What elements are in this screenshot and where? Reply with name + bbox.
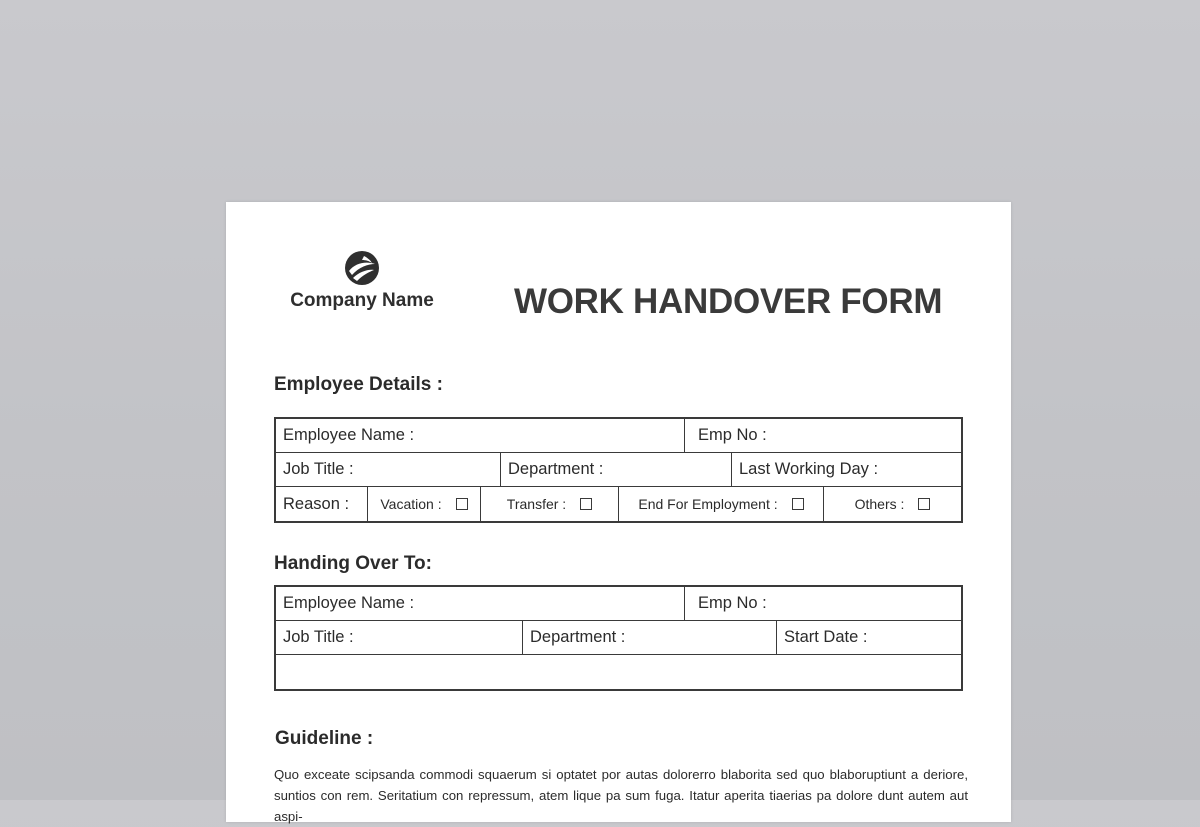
last-working-day-label: Last Working Day : [739, 460, 879, 478]
table-row [276, 587, 961, 621]
handover-employee-name-field[interactable] [276, 587, 685, 620]
employee-name-field[interactable] [276, 419, 685, 452]
table-row [276, 487, 961, 521]
start-date-field[interactable] [777, 621, 961, 654]
handover-department-field[interactable] [523, 621, 777, 654]
reason-option-end-for-employment[interactable] [619, 487, 824, 521]
handover-emp-no-field[interactable] [685, 587, 961, 620]
department-label: Department : [508, 460, 604, 478]
reason-label: Reason : [283, 494, 350, 513]
reason-cell [276, 487, 368, 521]
department-field[interactable] [501, 453, 732, 486]
reason-option-vacation[interactable] [368, 487, 481, 521]
form-title: WORK HANDOVER FORM [514, 282, 943, 321]
end-for-employment-checkbox[interactable] [792, 498, 804, 510]
handover-emp-no-label: Emp No : [698, 594, 767, 612]
transfer-label: Transfer : [506, 496, 567, 512]
employee-details-heading: Employee Details : [274, 374, 443, 395]
others-label: Others : [854, 496, 905, 512]
handing-over-heading: Handing Over To: [274, 553, 432, 574]
handover-job-title-field[interactable] [276, 621, 523, 654]
handover-department-label: Department : [530, 628, 626, 646]
table-row [276, 621, 961, 655]
company-logo-block [286, 250, 438, 312]
employee-details-table [274, 417, 963, 523]
handover-job-title-label: Job Title : [283, 628, 354, 646]
table-row [276, 453, 961, 487]
start-date-label: Start Date : [784, 628, 868, 646]
handover-employee-name-label: Employee Name : [283, 594, 415, 612]
form-page [226, 202, 1011, 822]
others-checkbox[interactable] [918, 498, 930, 510]
reason-option-transfer[interactable] [481, 487, 619, 521]
emp-no-field[interactable] [685, 419, 961, 452]
globe-swoosh-icon [344, 250, 380, 286]
reason-option-others[interactable] [824, 487, 961, 521]
guideline-heading: Guideline : [275, 728, 374, 749]
company-name: Company Name [290, 290, 434, 311]
last-working-day-field[interactable] [732, 453, 961, 486]
table-row [276, 419, 961, 453]
end-for-employment-label: End For Employment : [638, 496, 778, 512]
job-title-label: Job Title : [283, 460, 354, 478]
transfer-checkbox[interactable] [580, 498, 592, 510]
table-row [276, 655, 961, 689]
guideline-text: Quo exceate scipsanda commodi squaerum si optatet por autas dolorerro blaborita sed quo blaboruptiunt a deriore, suntios con rem. Seritatium con repressum, atem lique pa sum fuga. Itatur aperita tiaerias pa dolore dunt autem aut aspi- [274, 767, 968, 824]
handing-over-table [274, 585, 963, 691]
vacation-label: Vacation : [380, 496, 442, 512]
emp-no-label: Emp No : [698, 426, 767, 444]
vacation-checkbox[interactable] [456, 498, 468, 510]
handover-notes-field[interactable] [276, 655, 961, 689]
job-title-field[interactable] [276, 453, 501, 486]
employee-name-label: Employee Name : [283, 426, 415, 444]
